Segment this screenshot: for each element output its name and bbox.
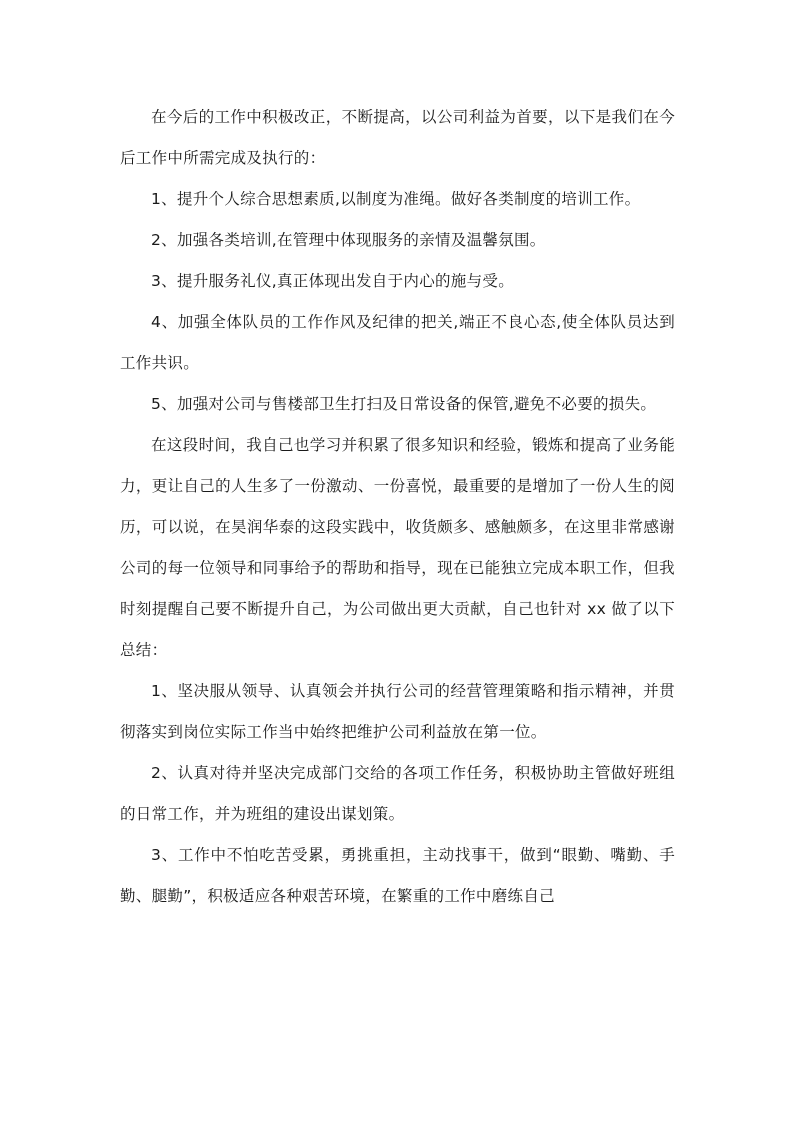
paragraph-reflection: 在这段时间，我自己也学习并积累了很多知识和经验，锻炼和提高了业务能力，更让自己的人生多了一份激动、一份喜悦，最重要的是增加了一份人生的阅历，可以说，在昊润华泰的这段实践中，收货颇多、感触颇多，在这里非常感谢公司的每一位领导和同事给予的帮助和指导，现在已能独立完成本职工作，但我时刻提醒自己要不断提升自己，为公司做出更大贡献，自己也针对 xx 做了以下总结： xyxy=(120,436,675,659)
paragraph-intro: 在今后的工作中积极改正，不断提高，以公司利益为首要，以下是我们在今后工作中所需完成及执行的： xyxy=(120,108,675,167)
paragraph-summary-2: 2、认真对待并坚决完成部门交给的各项工作任务，积极协助主管做好班组的日常工作，并为班组的建设出谋划策。 xyxy=(120,764,675,823)
document-body xyxy=(120,97,675,917)
paragraph-item-3: 3、提升服务礼仪,真正体现出发自于内心的施与受。 xyxy=(151,272,514,290)
paragraph-summary-1: 1、坚决服从领导、认真领会并执行公司的经营管理策略和指示精神，并贯彻落实到岗位实际工作当中始终把维护公司利益放在第一位。 xyxy=(120,682,675,741)
paragraph-summary-3: 3、工作中不怕吃苦受累，勇挑重担，主动找事干，做到“眼勤、嘴勤、手勤、腿勤”，积极适应各种艰苦环境，在繁重的工作中磨练自己 xyxy=(120,846,675,905)
paragraph-item-2: 2、加强各类培训,在管理中体现服务的亲情及温馨氛围。 xyxy=(151,231,546,249)
paragraph-item-4: 4、加强全体队员的工作作风及纪律的把关,端正不良心态,使全体队员达到工作共识。 xyxy=(120,313,675,372)
paragraph-item-5: 5、加强对公司与售楼部卫生打扫及日常设备的保管,避免不必要的损失。 xyxy=(151,395,657,413)
paragraph-item-1: 1、提升个人综合思想素质,以制度为准绳。做好各类制度的培训工作。 xyxy=(151,190,641,208)
